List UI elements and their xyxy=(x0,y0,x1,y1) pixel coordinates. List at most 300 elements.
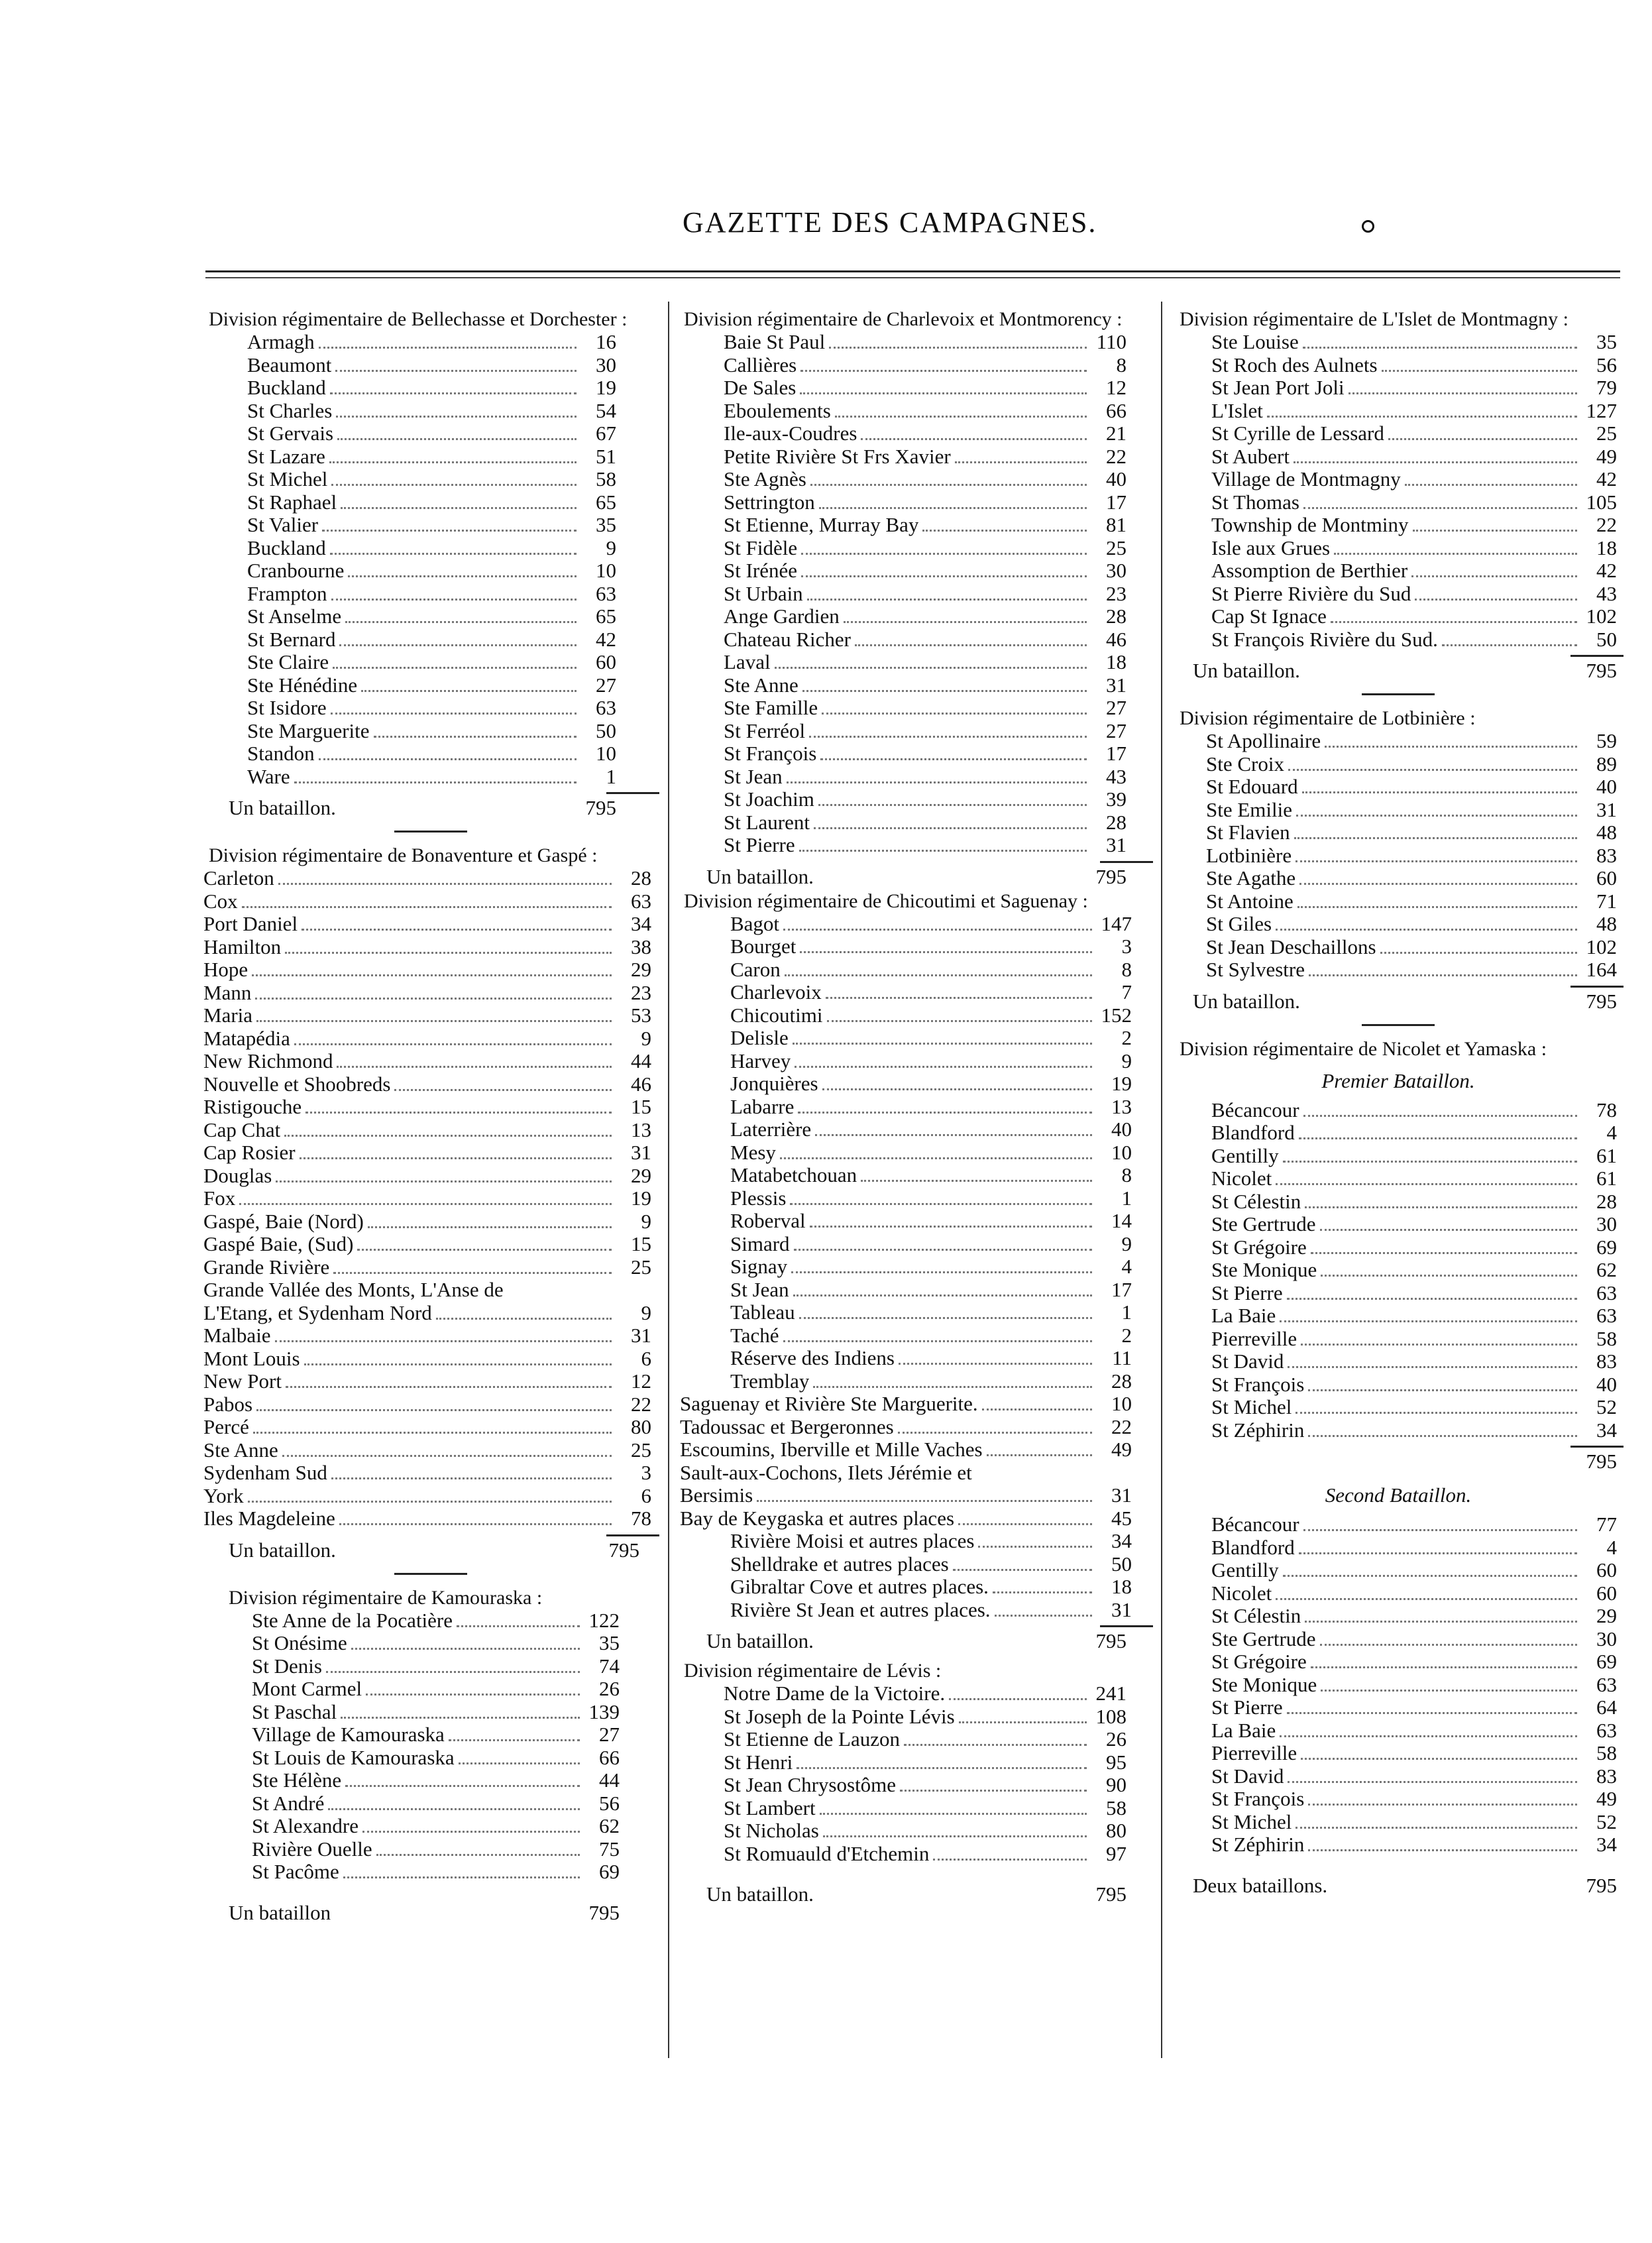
parish-name: Nicolet xyxy=(1211,1167,1272,1190)
table-row xyxy=(677,1187,1153,1210)
dot-leader xyxy=(330,537,577,555)
table-row xyxy=(1173,1582,1624,1605)
parish-name: Bersimis xyxy=(680,1484,753,1507)
dot-leader xyxy=(1305,1605,1577,1623)
parish-name: Pierreville xyxy=(1211,1742,1297,1764)
parish-name: St Giles xyxy=(1206,913,1272,935)
dot-leader xyxy=(284,1119,612,1137)
parish-name: Grande Rivière xyxy=(203,1255,330,1279)
parish-name: Rivière Moisi et autres places xyxy=(730,1530,975,1552)
dot-leader xyxy=(949,1682,1087,1700)
dot-leader xyxy=(822,697,1087,715)
division-rows xyxy=(1173,1099,1624,1442)
parish-name: New Richmond xyxy=(203,1050,333,1072)
count-value: 27 xyxy=(596,673,616,697)
count-value: 63 xyxy=(631,889,651,913)
count-value: 18 xyxy=(1106,650,1127,673)
table-row xyxy=(202,1302,659,1325)
dot-leader xyxy=(1288,753,1577,771)
table-row xyxy=(1173,1788,1624,1811)
dot-leader xyxy=(982,1393,1092,1410)
count-value: 8 xyxy=(1121,1163,1132,1186)
parish-name: St Bernard xyxy=(247,628,336,651)
table-row xyxy=(1173,1099,1624,1122)
count-value: 4 xyxy=(1606,1121,1617,1144)
battalion-subheading: Premier Bataillon. xyxy=(1321,1068,1475,1092)
parish-name: Ste Hénédine xyxy=(247,673,358,697)
parish-name: La Baie xyxy=(1211,1304,1276,1327)
parish-name: Ste Agathe xyxy=(1206,867,1296,890)
dot-leader xyxy=(1297,890,1577,908)
count-value: 58 xyxy=(596,467,616,490)
count-value: 38 xyxy=(631,935,651,958)
count-value: 15 xyxy=(631,1232,651,1255)
table-row xyxy=(677,1164,1153,1187)
table-row xyxy=(1173,1213,1624,1236)
dot-leader xyxy=(799,834,1087,852)
dot-leader xyxy=(1380,936,1577,954)
parish-name: Gaspé Baie, (Sud) xyxy=(203,1233,354,1255)
dot-leader xyxy=(1283,1145,1577,1163)
dot-leader xyxy=(1295,844,1577,862)
count-value: 89 xyxy=(1596,752,1617,776)
count-value: 152 xyxy=(1101,1003,1132,1027)
parish-name: St Laurent xyxy=(724,811,810,834)
table-row xyxy=(1173,1419,1624,1442)
parish-name: Pierreville xyxy=(1211,1327,1297,1350)
count-value: 35 xyxy=(1596,330,1617,353)
parish-name: St Henri xyxy=(724,1751,793,1774)
parish-name: Petite Rivière St Frs Xavier xyxy=(724,445,951,468)
division-rows xyxy=(202,1609,659,1884)
dot-leader xyxy=(827,1004,1093,1022)
dot-leader xyxy=(376,1838,580,1856)
table-row xyxy=(677,766,1153,789)
table-row xyxy=(677,1553,1153,1576)
dot-leader xyxy=(322,514,577,532)
parish-name: Ile-aux-Coudres xyxy=(724,422,857,445)
table-row xyxy=(202,1747,659,1770)
dot-leader xyxy=(335,354,577,372)
table-row xyxy=(677,1576,1153,1599)
count-value: 29 xyxy=(631,1163,651,1187)
parish-name: St Anselme xyxy=(247,605,342,628)
division-heading: Division régimentaire de L'Islet de Montmagny : xyxy=(1180,308,1569,330)
table-row xyxy=(677,628,1153,652)
dot-leader xyxy=(362,1815,580,1833)
dot-leader xyxy=(790,1187,1092,1205)
parish-name: Ste Gertrude xyxy=(1211,1213,1316,1236)
table-row xyxy=(202,1678,659,1701)
table-row xyxy=(202,1609,659,1633)
total-label: Un bataillon. xyxy=(229,796,336,819)
count-value: 69 xyxy=(1596,1235,1617,1259)
count-value: 43 xyxy=(1596,581,1617,605)
parish-name: St Alexandre xyxy=(252,1815,358,1837)
table-row xyxy=(202,651,659,674)
count-value: 9 xyxy=(606,536,616,559)
table-row xyxy=(202,720,659,743)
table-row xyxy=(677,514,1153,537)
dot-leader xyxy=(815,1118,1092,1136)
parish-name: St Romuauld d'Etchemin xyxy=(724,1842,930,1865)
count-value: 27 xyxy=(1106,719,1127,742)
count-value: 27 xyxy=(599,1723,620,1746)
count-value: 14 xyxy=(1111,1209,1132,1232)
parish-name: Cap St Ignace xyxy=(1211,605,1327,628)
dot-leader xyxy=(1299,1536,1577,1554)
parish-name: St Fidèle xyxy=(724,536,798,559)
count-value: 61 xyxy=(1596,1167,1617,1190)
table-row xyxy=(1173,1605,1624,1628)
parish-name: St Pierre xyxy=(1211,1696,1283,1719)
dot-leader xyxy=(899,1347,1092,1365)
dot-leader xyxy=(757,1484,1092,1502)
dot-leader xyxy=(305,1096,612,1114)
division-rows-indented xyxy=(677,1530,1153,1621)
total-value: 795 xyxy=(1586,659,1617,682)
count-value: 25 xyxy=(631,1438,651,1462)
parish-name: Tremblay xyxy=(730,1369,810,1393)
dot-leader xyxy=(1299,1122,1577,1139)
table-row xyxy=(202,1165,659,1188)
dot-leader xyxy=(953,1553,1092,1571)
parish-name: St Joseph de la Pointe Lévis xyxy=(724,1705,955,1728)
dot-leader xyxy=(253,1416,612,1434)
table-row xyxy=(202,537,659,560)
count-value: 56 xyxy=(1596,353,1617,376)
table-row xyxy=(202,1701,659,1724)
table-row xyxy=(1173,958,1624,982)
count-value: 17 xyxy=(1111,1277,1132,1301)
parish-name: Mont Louis xyxy=(203,1347,300,1370)
table-row xyxy=(677,1393,1153,1416)
table-row xyxy=(1173,1559,1624,1582)
division-total xyxy=(202,1537,659,1564)
division-rows xyxy=(1173,331,1624,651)
parish-name: St Jean Chrysostôme xyxy=(724,1774,897,1796)
dot-leader xyxy=(366,1678,580,1696)
parish-name: Mont Carmel xyxy=(252,1678,362,1700)
table-row xyxy=(677,1255,1153,1279)
count-value: 6 xyxy=(641,1483,651,1507)
dot-leader xyxy=(809,720,1087,738)
count-value: 31 xyxy=(1106,833,1127,856)
parish-name: St Louis de Kamouraska xyxy=(252,1746,455,1769)
table-row xyxy=(202,1439,659,1462)
parish-name: Blandford xyxy=(1211,1122,1295,1144)
table-row xyxy=(202,1769,659,1792)
parish-name: St Jean xyxy=(730,1278,789,1301)
table-row xyxy=(1173,776,1624,799)
table-row xyxy=(677,605,1153,628)
dot-leader xyxy=(1302,776,1577,793)
parish-name: Charlevoix xyxy=(730,981,822,1004)
parish-name: St Jean xyxy=(724,765,783,788)
division-rows xyxy=(677,1682,1153,1865)
dot-leader xyxy=(933,1843,1087,1861)
table-row xyxy=(1173,1282,1624,1305)
parish-name: Assomption de Berthier xyxy=(1211,559,1408,582)
parish-name: St Etienne, Murray Bay xyxy=(724,514,919,536)
count-value: 63 xyxy=(1596,1281,1617,1304)
table-row xyxy=(1173,1396,1624,1419)
table-row xyxy=(677,1416,1153,1439)
table-row xyxy=(677,788,1153,811)
count-value: 52 xyxy=(1596,1395,1617,1418)
parish-name: Cap Chat xyxy=(203,1118,281,1141)
count-value: 23 xyxy=(631,980,651,1004)
count-value: 35 xyxy=(596,513,616,536)
count-value: 22 xyxy=(1596,513,1617,536)
parish-name: St Jean Deschaillons xyxy=(1206,935,1376,958)
count-value: 60 xyxy=(596,650,616,673)
table-row xyxy=(1173,331,1624,354)
table-row xyxy=(677,1751,1153,1774)
parish-name: St Pierre xyxy=(724,834,795,856)
count-value: 60 xyxy=(1596,1581,1617,1605)
count-value: 46 xyxy=(1106,627,1127,651)
count-value: 49 xyxy=(1596,1787,1617,1810)
count-value: 12 xyxy=(1106,376,1127,399)
parish-name: Gaspé, Baie (Nord) xyxy=(203,1210,364,1233)
dot-leader xyxy=(987,1438,1092,1456)
dot-leader xyxy=(345,605,577,623)
dot-leader xyxy=(959,1705,1087,1723)
dot-leader xyxy=(793,1027,1092,1045)
dot-leader xyxy=(1305,1190,1577,1208)
count-value: 25 xyxy=(631,1255,651,1279)
parish-name: Carleton xyxy=(203,867,274,890)
dot-leader xyxy=(822,1072,1092,1090)
count-value: 42 xyxy=(1596,559,1617,582)
table-row xyxy=(1173,1742,1624,1765)
dot-leader xyxy=(1388,422,1577,440)
table-row xyxy=(202,559,659,583)
parish-name: Ste Hélène xyxy=(252,1769,342,1792)
parish-name: Ste Anne xyxy=(724,673,798,697)
table-row xyxy=(1173,1328,1624,1351)
count-value: 62 xyxy=(1596,1258,1617,1281)
dot-leader xyxy=(331,468,577,486)
division-islet xyxy=(1173,308,1624,684)
table-row xyxy=(1173,628,1624,652)
parish-name: Mesy xyxy=(730,1141,776,1164)
parish-name: Buckland xyxy=(247,376,326,399)
dot-leader xyxy=(787,766,1087,783)
table-row xyxy=(202,400,659,423)
count-value: 18 xyxy=(1111,1575,1132,1598)
dot-leader xyxy=(282,1439,612,1457)
table-row xyxy=(1173,583,1624,606)
dot-leader xyxy=(799,1301,1092,1319)
table-row xyxy=(202,936,659,959)
dot-leader xyxy=(331,1462,612,1479)
count-value: 2 xyxy=(1121,1323,1132,1347)
total-label: Deux bataillons. xyxy=(1193,1873,1328,1897)
division-total xyxy=(202,795,659,821)
table-row xyxy=(677,1484,1153,1507)
dot-leader xyxy=(1299,867,1577,885)
table-row xyxy=(202,1348,659,1371)
count-value: 11 xyxy=(1112,1346,1132,1369)
dot-leader xyxy=(1331,605,1577,623)
column-3 xyxy=(1173,308,1624,1899)
division-chicoutimi xyxy=(677,890,1153,1655)
count-value: 63 xyxy=(1596,1718,1617,1742)
table-row xyxy=(677,331,1153,354)
table-row xyxy=(677,1530,1153,1553)
table-row xyxy=(677,1774,1153,1797)
dot-leader xyxy=(1320,1213,1577,1231)
dot-leader xyxy=(1308,1833,1577,1851)
dot-leader xyxy=(336,400,577,418)
count-value: 71 xyxy=(1596,889,1617,913)
count-value: 102 xyxy=(1586,604,1617,628)
parish-name: Chicoutimi xyxy=(730,1004,823,1027)
table-row xyxy=(677,1210,1153,1233)
dot-leader xyxy=(813,1370,1092,1388)
parish-name: Escoumins, Iberville et Mille Vaches xyxy=(680,1438,983,1461)
count-value: 56 xyxy=(599,1791,620,1815)
parish-name: St François xyxy=(724,742,817,765)
dot-leader xyxy=(775,651,1087,669)
parish-name: Plessis xyxy=(730,1186,787,1210)
count-value: 19 xyxy=(631,1186,651,1210)
division-heading: Division régimentaire de Bellechasse et Dorchester : xyxy=(209,308,628,330)
dot-leader xyxy=(820,1797,1087,1815)
dot-leader xyxy=(795,1050,1092,1068)
dot-leader xyxy=(1442,628,1577,646)
dot-leader xyxy=(459,1747,580,1764)
dot-leader xyxy=(436,1302,612,1320)
dot-leader xyxy=(368,1210,612,1228)
table-row xyxy=(202,890,659,913)
dot-leader xyxy=(239,1187,612,1205)
dot-leader xyxy=(993,1576,1092,1593)
parish-name: De Sales xyxy=(724,376,797,399)
table-row xyxy=(1173,1167,1624,1190)
table-row xyxy=(202,1416,659,1439)
count-value: 8 xyxy=(1116,353,1127,376)
count-value: 45 xyxy=(1111,1506,1132,1530)
total-label: Un bataillon. xyxy=(706,1629,814,1652)
total-value: 795 xyxy=(1095,1882,1127,1906)
count-value: 17 xyxy=(1106,742,1127,765)
parish-name: Settrington xyxy=(724,490,815,514)
division-rows xyxy=(677,331,1153,857)
dot-leader xyxy=(797,1751,1087,1769)
table-row xyxy=(1173,1833,1624,1857)
division-levis xyxy=(677,1660,1153,1908)
parish-name: York xyxy=(203,1484,244,1507)
dot-leader xyxy=(800,354,1087,372)
parish-name: St Apollinaire xyxy=(1206,730,1321,752)
parish-name: Simard xyxy=(730,1232,790,1255)
count-value: 17 xyxy=(1106,490,1127,514)
parish-name: Cranbourne xyxy=(247,559,345,582)
dot-leader xyxy=(958,1507,1092,1525)
table-row xyxy=(1173,1628,1624,1651)
dot-leader xyxy=(922,514,1087,532)
division-rows xyxy=(202,331,659,788)
parish-name: Réserve des Indiens xyxy=(730,1347,895,1369)
count-value: 66 xyxy=(599,1745,620,1769)
table-row xyxy=(1173,1811,1624,1834)
dot-leader xyxy=(294,766,577,783)
parish-name: St Thomas xyxy=(1211,490,1299,514)
count-value: 34 xyxy=(1596,1833,1617,1856)
dot-leader xyxy=(319,742,577,760)
dot-leader xyxy=(276,1165,612,1182)
parish-name: Ste Emilie xyxy=(1206,798,1293,821)
count-value: 40 xyxy=(1596,1372,1617,1396)
table-row xyxy=(202,1073,659,1096)
count-value: 40 xyxy=(1111,1118,1132,1141)
subtotal-value: 795 xyxy=(1586,1450,1617,1473)
dot-leader xyxy=(256,1393,612,1411)
count-value: 61 xyxy=(1596,1143,1617,1167)
dot-leader xyxy=(331,697,577,715)
dot-leader xyxy=(319,331,577,349)
count-value: 83 xyxy=(1596,1764,1617,1788)
table-row xyxy=(677,1072,1153,1096)
dot-leader xyxy=(798,1096,1092,1114)
count-value: 79 xyxy=(1596,376,1617,399)
table-row xyxy=(677,422,1153,445)
total-value: 795 xyxy=(588,1900,620,1924)
count-value: 63 xyxy=(596,581,616,605)
parish-name: St Sylvestre xyxy=(1206,958,1305,981)
table-row xyxy=(1173,1350,1624,1373)
parish-name: St Lazare xyxy=(247,445,325,468)
dot-leader xyxy=(904,1728,1087,1746)
table-row xyxy=(202,605,659,628)
table-row xyxy=(677,491,1153,514)
parish-name: Rivière Ouelle xyxy=(252,1837,372,1861)
count-value: 4 xyxy=(1606,1535,1617,1559)
dot-leader xyxy=(351,1632,580,1650)
count-value: 16 xyxy=(596,330,616,353)
dot-leader xyxy=(1308,1373,1577,1391)
table-row xyxy=(202,1655,659,1678)
count-value: 10 xyxy=(596,742,616,765)
table-row xyxy=(677,1324,1153,1348)
count-value: 28 xyxy=(1596,1189,1617,1213)
count-value: 63 xyxy=(1596,1304,1617,1327)
parish-name: Rivière St Jean et autres places. xyxy=(730,1598,991,1621)
count-value: 34 xyxy=(631,912,651,935)
count-value: 9 xyxy=(641,1209,651,1233)
table-row xyxy=(677,1301,1153,1324)
count-value: 3 xyxy=(1121,935,1132,958)
dot-leader xyxy=(898,1416,1092,1434)
dot-leader xyxy=(329,445,577,463)
dot-leader xyxy=(802,674,1087,692)
parish-name: Lotbinière xyxy=(1206,844,1292,867)
division-charlevoix xyxy=(677,308,1153,890)
count-value: 26 xyxy=(1106,1727,1127,1751)
table-row xyxy=(1173,1122,1624,1145)
total-value: 795 xyxy=(1586,989,1617,1013)
division-total xyxy=(202,1900,659,1926)
table-row xyxy=(1173,799,1624,822)
dot-leader xyxy=(348,559,577,577)
dot-leader xyxy=(1303,491,1577,509)
division-lotbiniere xyxy=(1173,707,1624,1015)
dot-leader xyxy=(785,958,1092,976)
table-row xyxy=(202,1815,659,1838)
